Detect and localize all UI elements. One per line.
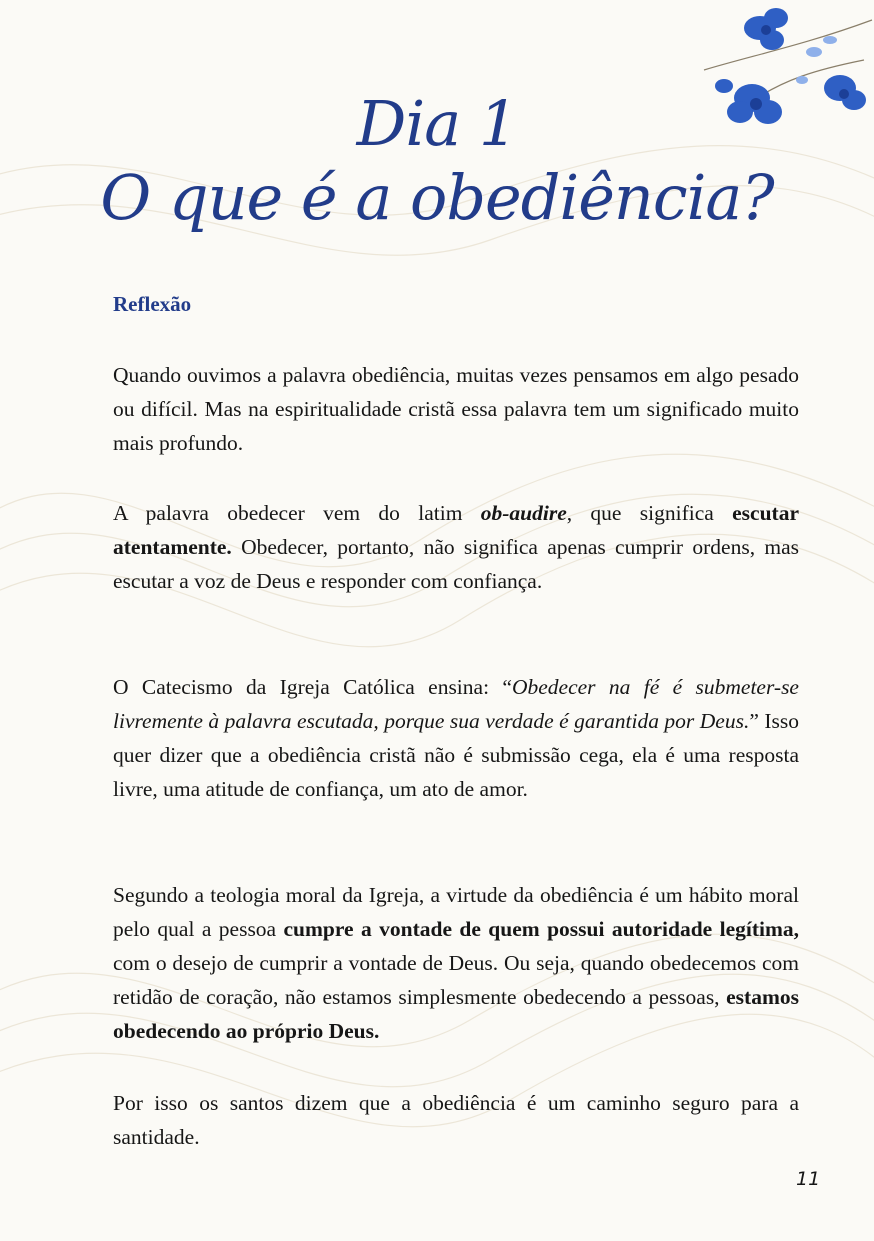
paragraph-1: Quando ouvimos a palavra obediência, muitas vezes pensamos em algo pesado ou difícil. Mas na espiritualidade cristã essa palavra tem um significado muito mais profundo. bbox=[113, 363, 799, 455]
title-line-1: Dia 1 bbox=[356, 87, 518, 160]
bold-phrase-authority: cumpre a vontade de quem possui autoridade legítima, bbox=[283, 917, 799, 941]
paragraph-2: A palavra obedecer vem do latim ob-audire, que significa escutar atentamente. Obedecer, portanto, não significa apenas cumprir ordens, mas escutar a voz de Deus e responder com confiança. bbox=[113, 501, 800, 593]
latin-term: ob-audire bbox=[480, 501, 567, 525]
paragraph-4: Segundo a teologia moral da Igreja, a virtude da obediência é um hábito moral pelo qual a pessoa cumpre a vontade de quem possui autoridade legítima, com o desejo de cumprir a vontade de Deus. Ou seja, quando obedecemos com retidão de coração, não estamos simplesmente obedecendo a pessoas, estamos obedecendo ao próprio Deus. bbox=[113, 883, 799, 1043]
bold-phrase-god: estamos obedecendo ao próprio Deus. bbox=[113, 985, 799, 1043]
paragraph-3: O Catecismo da Igreja Católica ensina: “Obedecer na fé é submeter-se livremente à palavra escutada, porque sua verdade é garantida por Deus.” Isso quer dizer que a obediência cristã não é submissão cega, ela é uma resposta livre, uma atitude de confiança, um ato de amor. bbox=[113, 675, 799, 801]
title-line-2: O que é a obediência? bbox=[100, 161, 774, 234]
bold-phrase: escutar atentamente. bbox=[113, 501, 800, 559]
section-heading: Reflexão bbox=[113, 292, 192, 316]
catechism-quote: Obedecer na fé é submeter-se livremente à palavra escutada, porque sua verdade é garantida por Deus. bbox=[113, 675, 799, 733]
page-number: 11 bbox=[796, 1168, 821, 1190]
paragraph-5: Por isso os santos dizem que a obediência é um caminho seguro para a santidade. bbox=[113, 1091, 799, 1149]
